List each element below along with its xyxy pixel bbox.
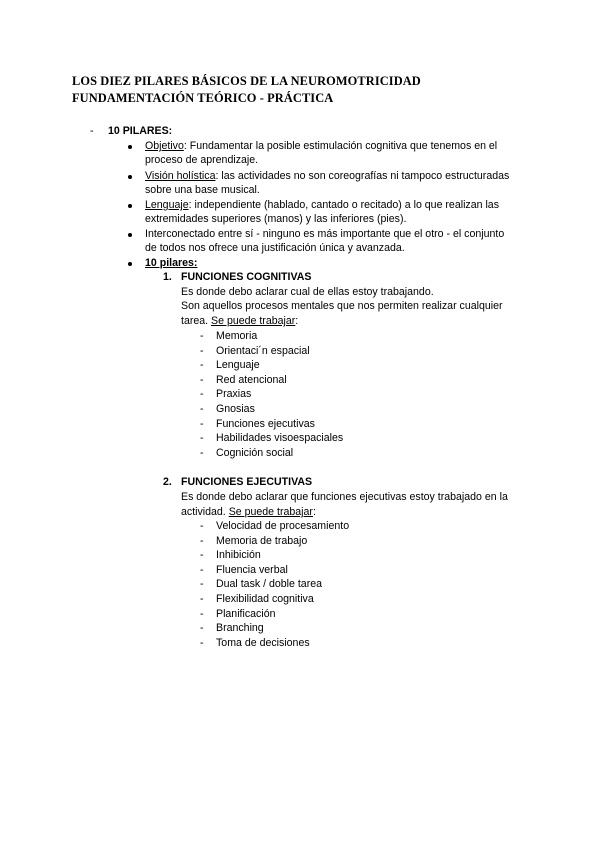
pillar-1-item: Habilidades visoespaciales [216, 432, 344, 444]
pillar-1-title: FUNCIONES COGNITIVAS [181, 271, 312, 283]
bullet-dot [128, 233, 132, 237]
list-dash: - [200, 330, 204, 342]
list-dash: - [200, 359, 204, 371]
bullet-vision-text: : las actividades no son coreografías ni tampoco estructuradas [215, 170, 510, 182]
pillar-1-se-puede-trabajar: Se puede trabajar [211, 315, 296, 327]
pillar-1-item: Praxias [216, 388, 252, 400]
list-dash: - [200, 418, 204, 430]
pillar-1-desc-suffix: : [295, 315, 299, 327]
pillar-1-item: Lenguaje [216, 359, 260, 371]
pillars-heading: 10 pilares: [145, 257, 198, 269]
pillar-2-se-puede-trabajar: Se puede trabajar [228, 506, 313, 518]
pillar-2-item: Fluencia verbal [216, 564, 288, 576]
pillar-2-item: Flexibilidad cognitiva [216, 593, 314, 605]
bullet-interconectado-line-2: de todos nos ofrece una justificación única y avanzada. [145, 242, 405, 254]
pillar-2-item: Branching [216, 622, 264, 634]
bullet-objetivo-line-1 [145, 139, 497, 153]
pillar-2-item: Memoria de trabajo [216, 535, 308, 547]
pillar-2-item: Toma de decisiones [216, 637, 310, 649]
document-title [72, 73, 421, 107]
pillar-2-title: FUNCIONES EJECUTIVAS [181, 476, 313, 488]
bullet-vision-line-1 [145, 169, 509, 183]
pillar-2-number: 2. [163, 476, 172, 488]
pillar-1-item: Orientaci´n espacial [216, 345, 310, 357]
list-dash: - [200, 432, 204, 444]
bullet-lenguaje-line-2: extremidades superiores (manos) y las inferiores (pies). [145, 213, 407, 225]
term-lenguaje: Lenguaje [145, 199, 189, 211]
list-dash: - [200, 520, 204, 532]
list-dash: - [200, 549, 204, 561]
pillar-1-item: Cognición social [216, 447, 294, 459]
list-dash: - [200, 564, 204, 576]
pillar-1-item: Funciones ejecutivas [216, 418, 315, 430]
pillar-2-item: Dual task / doble tarea [216, 578, 322, 590]
bullet-interconectado-line-1: Interconectado entre sí - ninguno es más importante que el otro - el conjunto [145, 228, 505, 240]
term-objetivo: Objetivo [145, 140, 184, 152]
list-dash: - [200, 637, 204, 649]
section-heading: 10 PILARES: [108, 125, 173, 137]
list-dash: - [200, 345, 204, 357]
list-dash: - [200, 535, 204, 547]
bullet-vision-line-2: sobre una base musical. [145, 184, 260, 196]
pillar-2-desc-line-2 [181, 505, 316, 519]
pillar-1-desc-prefix: tarea. [181, 315, 212, 327]
pillar-2-desc-suffix: : [312, 506, 316, 518]
list-dash: - [200, 403, 204, 415]
pillar-1-item: Gnosias [216, 403, 255, 415]
title-line-2: FUNDAMENTACIÓN TEÓRICO - PRÁCTICA [72, 91, 334, 105]
pillar-1-desc-line-2: Son aquellos procesos mentales que nos permiten realizar cualquier [181, 300, 503, 312]
pillar-1-number: 1. [163, 271, 172, 283]
bullet-lenguaje-text: : independiente (hablado, cantado o recitado) a lo que realizan las [188, 199, 499, 211]
bullet-lenguaje-line-1 [145, 198, 499, 212]
pillar-2-desc-prefix: actividad. [181, 506, 229, 518]
pillar-1-desc-line-1: Es donde debo aclarar cual de ellas estoy trabajando. [181, 286, 434, 298]
pillar-2-item: Planificación [216, 608, 276, 620]
bullet-dot [128, 204, 132, 208]
pillar-1-desc-line-3 [181, 314, 298, 328]
section-dash-marker: - [90, 125, 94, 137]
term-vision-holistica: Visión holística [145, 170, 216, 182]
list-dash: - [200, 447, 204, 459]
pillar-2-desc-line-1: Es donde debo aclarar que funciones ejecutivas estoy trabajado en la [181, 491, 508, 503]
bullet-dot [128, 145, 132, 149]
list-dash: - [200, 388, 204, 400]
list-dash: - [200, 593, 204, 605]
list-dash: - [200, 578, 204, 590]
list-dash: - [200, 622, 204, 634]
pillar-2-item: Inhibición [216, 549, 261, 561]
bullet-dot [128, 262, 132, 266]
list-dash: - [200, 374, 204, 386]
bullet-dot [128, 175, 132, 179]
title-line-1: LOS DIEZ PILARES BÁSICOS DE LA NEUROMOTRICIDAD [72, 74, 421, 88]
pillar-1-item: Red atencional [216, 374, 287, 386]
bullet-objetivo-text: : Fundamentar la posible estimulación cognitiva que tenemos en el [183, 140, 498, 152]
pillar-1-item: Memoria [216, 330, 258, 342]
pillar-2-item: Velocidad de procesamiento [216, 520, 350, 532]
bullet-objetivo-line-2: proceso de aprendizaje. [145, 154, 259, 166]
list-dash: - [200, 608, 204, 620]
